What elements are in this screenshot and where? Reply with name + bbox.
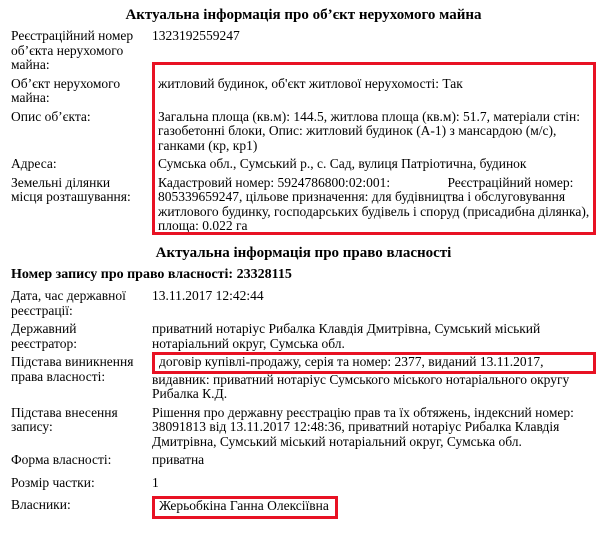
field-row-address — [11, 157, 596, 172]
field-row-reg-number — [11, 29, 596, 73]
field-label: Власники: — [11, 497, 71, 512]
field-row-ownership-form — [11, 453, 596, 468]
field-value: Кадастровий номер: 5924786800:02:001: Реєстраційний номер: 805339659247, цільове призначення: для будівництва і обслуговування житлового будинку, господарських будівель і споруд (присадибна ділянка), площа: 0.022 га — [158, 174, 593, 233]
highlighted-property-details — [11, 77, 596, 235]
field-value — [152, 498, 596, 519]
field-label: Державний реєстратор: — [11, 321, 77, 351]
field-label: Підстава виникнення права власності: — [11, 354, 134, 384]
field-row-object — [11, 77, 596, 106]
field-label: Реєстраційний номер об’єкта нерухомого майна: — [11, 28, 134, 72]
field-value: 1323192559247 — [152, 28, 240, 43]
field-value: Сумська обл., Сумський р., с. Сад, вулиця Патріотична, будинок — [158, 156, 527, 171]
field-label: Земельні ділянки місця розташування: — [11, 174, 131, 204]
field-value: приватний нотаріус Рибалка Клавдія Дмитрівна, Сумський міський нотаріальний округ, Сумська обл. — [152, 321, 541, 351]
field-label: Розмір частки: — [11, 474, 95, 490]
field-row-reg-datetime — [11, 289, 596, 318]
field-row-basis-entry — [11, 406, 596, 450]
field-row-basis-origin — [11, 355, 596, 402]
ownership-record-number: Номер запису про право власності: 23328115 — [11, 266, 292, 282]
field-value: Рішення про державну реєстрацію прав та їх обтяжень, індексний номер: 38091813 від 13.11.2017 12:48:36, приватний нотаріус Рибалка Клавдія Дмитрівна, Сумський міський нотаріальний округ, Сумська обл. — [152, 404, 574, 449]
field-value: житловий будинок, об'єкт житлової нерухомості: Так — [158, 75, 463, 91]
section-title-ownership: Актуальна інформація про право власності — [155, 244, 452, 261]
red-highlight-box-owner: Жерьобкіна Ганна Олексіївна — [152, 496, 338, 519]
field-row-owners — [11, 498, 596, 519]
field-label: Підстава внесення запису: — [11, 404, 118, 434]
field-label: Об’єкт нерухомого майна: — [11, 75, 121, 105]
field-row-share-size — [11, 476, 596, 491]
field-value-rest: видавник: приватний нотаріус Сумського міського нотаріального округу Рибалка К.Д. — [152, 371, 570, 401]
field-label: Адреса: — [11, 156, 57, 171]
field-row-description — [11, 110, 596, 154]
field-label: Опис об’єкта: — [11, 108, 91, 124]
red-highlight-box-basis: договір купівлі-продажу, серія та номер: 2377, виданий 13.11.2017, — [152, 352, 596, 374]
field-value: Загальна площа (кв.м): 144.5, житлова площа (кв.м): 51.7, матеріали стін: газобетонні блоки, Опис: житловий будинок (А-1) з мансардою (м/с), ганками (кр, кр1) — [158, 108, 580, 153]
field-label: Дата, час державної реєстрації: — [11, 288, 126, 318]
field-value: 13.11.2017 12:42:44 — [152, 288, 264, 303]
field-value — [152, 355, 596, 402]
field-row-registrar — [11, 322, 596, 351]
field-value: 1 — [152, 474, 159, 490]
section-title-property: Актуальна інформація про об’єкт нерухомого майна — [125, 7, 482, 23]
field-row-land-parcel — [11, 176, 596, 234]
field-label: Форма власності: — [11, 452, 112, 467]
field-value: приватна — [152, 452, 205, 467]
